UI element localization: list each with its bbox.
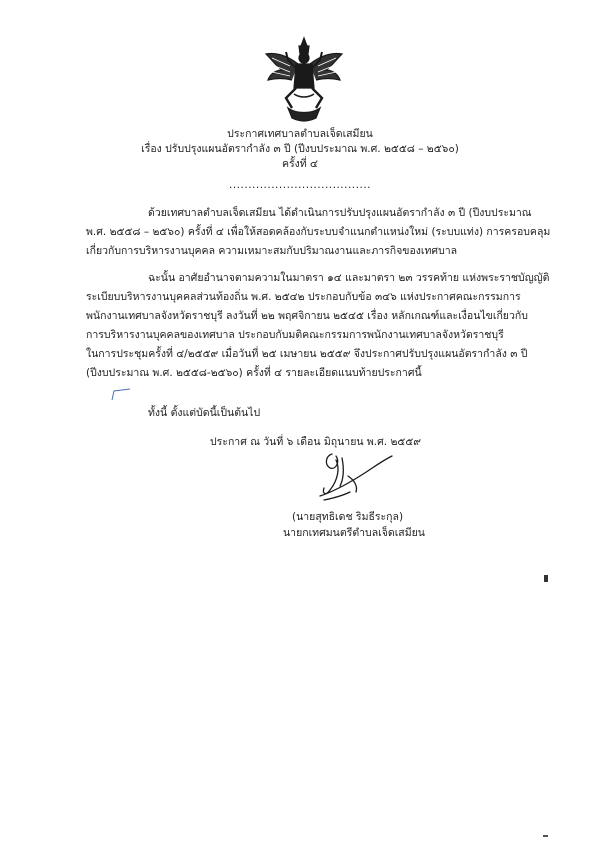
paragraph-1-line-3: เกี่ยวกับการบริหารงานบุคคล ความเหมาะสมกับปริมาณงานและภารกิจของเทศบาล	[86, 245, 458, 257]
paragraph-1-line-1: ด้วยเทศบาลตำบลเจ็ดเสมียน ได้ดำเนินการปรับปรุงแผนอัตรากำลัง ๓ ปี (ปีงบประมาณ	[148, 207, 532, 219]
divider: .....................................	[229, 179, 371, 191]
signatory-name: (นายสุทธิเดช ริมธีระกุล)	[292, 511, 404, 523]
paragraph-2-line-2: ระเบียบบริหารงานบุคคลส่วนท้องถิ่น พ.ศ. ๒๕๔๒ ประกอบกับข้อ ๓๔๖ แห่งประกาศคณะกรรมการ	[86, 291, 521, 303]
garuda-emblem	[262, 34, 346, 124]
pen-mark	[110, 388, 134, 402]
announcement-date: ประกาศ ณ วันที่ ๖ เดือน มิถุนายน พ.ศ. ๒๕๕๙	[210, 436, 421, 448]
paragraph-2-line-4: การบริหารงานบุคคลของเทศบาล ประกอบกับมติคณะกรรมการพนักงานเทศบาลจังหวัดราชบุรี	[86, 329, 504, 341]
paragraph-2-line-1: ฉะนั้น อาศัยอำนาจตามความในมาตรา ๑๔ และมาตรา ๒๓ วรรคท้าย แห่งพระราชบัญญัติ	[148, 272, 550, 284]
issue-number: ครั้งที่ ๔	[282, 158, 318, 170]
signatory-title: นายกเทศมนตรีตำบลเจ็ดเสมียน	[283, 527, 425, 539]
scan-edge-mark	[543, 835, 548, 837]
punch-hole-mark	[544, 575, 548, 582]
effective-statement: ทั้งนี้ ตั้งแต่บัดนี้เป็นต้นไป	[148, 407, 261, 419]
paragraph-2-line-5: ในการประชุมครั้งที่ ๔/๒๕๕๙ เมื่อวันที่ ๒๕ เมษายน ๒๕๕๙ จึงประกาศปรับปรุงแผนอัตรากำลัง ๓ ปี	[86, 348, 528, 360]
paragraph-2-line-3: พนักงานเทศบาลจังหวัดราชบุรี ลงวันที่ ๒๒ พฤศจิกายน ๒๕๔๕ เรื่อง หลักเกณฑ์และเงื่อนไขเกี่ยวกับ	[86, 310, 528, 322]
paragraph-1-line-2: พ.ศ. ๒๕๕๘ – ๒๕๖๐) ครั้งที่ ๔ เพื่อให้สอดคล้องกับระบบจำแนกตำแหน่งใหม่ (ระบบแท่ง) การครอบคลุม	[86, 226, 551, 238]
subject-line: เรื่อง ปรับปรุงแผนอัตรากำลัง ๓ ปี (ปีงบประมาณ พ.ศ. ๒๕๕๘ – ๒๕๖๐)	[141, 143, 459, 155]
issuer-title: ประกาศเทศบาลตำบลเจ็ดเสมียน	[227, 128, 373, 140]
paragraph-2-line-6: (ปีงบประมาณ พ.ศ. ๒๕๕๘-๒๕๖๐) ครั้งที่ ๔ รายละเอียดแนบท้ายประกาศนี้	[86, 367, 422, 379]
handwritten-signature	[300, 446, 400, 506]
